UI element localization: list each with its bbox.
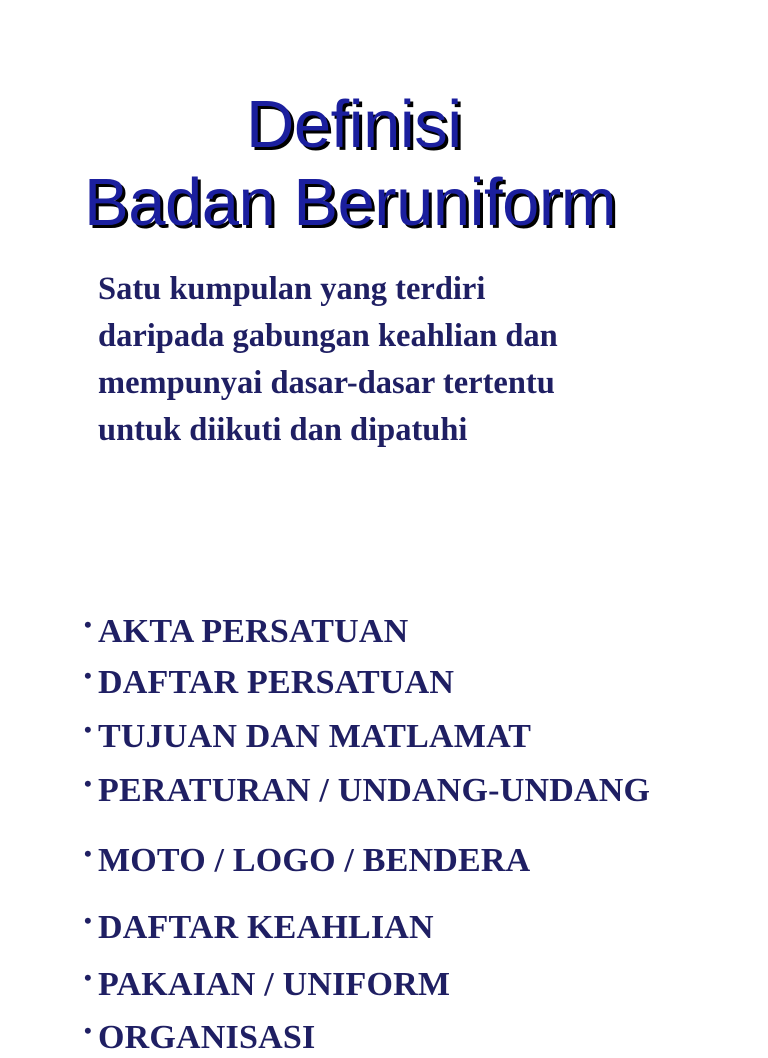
- slide-title: [0, 86, 768, 242]
- bullet-dot: •: [84, 663, 92, 688]
- title-line-definisi: Definisi: [246, 87, 462, 162]
- bullet-text: DAFTAR PERSATUAN: [98, 664, 455, 701]
- bullet-text: DAFTAR KEAHLIAN: [98, 909, 434, 946]
- definition-line: Satu kumpulan yang terdiri: [98, 271, 486, 307]
- bullet-dot: •: [84, 908, 92, 933]
- bullet-dot: •: [84, 717, 92, 742]
- bullet-item-organisasi: [84, 1011, 315, 1058]
- bullet-text: PERATURAN / UNDANG-UNDANG: [98, 772, 651, 809]
- bullet-dot: •: [84, 771, 92, 796]
- definition-line: untuk diikuti dan dipatuhi: [98, 412, 468, 448]
- bullet-item-daftar-keahlian: [84, 901, 434, 948]
- bullet-text: ORGANISASI: [98, 1019, 316, 1056]
- definition-line: daripada gabungan keahlian dan: [98, 318, 558, 354]
- bullet-text: PAKAIAN / UNIFORM: [98, 966, 451, 1003]
- definition-line: mempunyai dasar-dasar tertentu: [98, 365, 555, 401]
- bullet-item-peraturan-undang-undang: [84, 764, 650, 811]
- bullet-item-pakaian-uniform: [84, 958, 450, 1005]
- bullet-dot: •: [84, 1018, 92, 1043]
- bullet-dot: •: [84, 841, 92, 866]
- bullet-item-moto-logo-bendera: [84, 834, 530, 881]
- bullet-text: MOTO / LOGO / BENDERA: [98, 842, 531, 879]
- title-line-badan-beruniform: Badan Beruniform: [84, 165, 617, 240]
- bullet-dot: •: [84, 965, 92, 990]
- bullet-item-akta-persatuan: [84, 605, 408, 652]
- bullet-text: TUJUAN DAN MATLAMAT: [98, 718, 532, 755]
- definition-paragraph: [98, 266, 738, 454]
- bullet-dot: •: [84, 612, 92, 637]
- bullet-item-daftar-persatuan: [84, 656, 454, 703]
- bullet-item-tujuan-dan-matlamat: [84, 710, 531, 757]
- bullet-text: AKTA PERSATUAN: [98, 613, 409, 650]
